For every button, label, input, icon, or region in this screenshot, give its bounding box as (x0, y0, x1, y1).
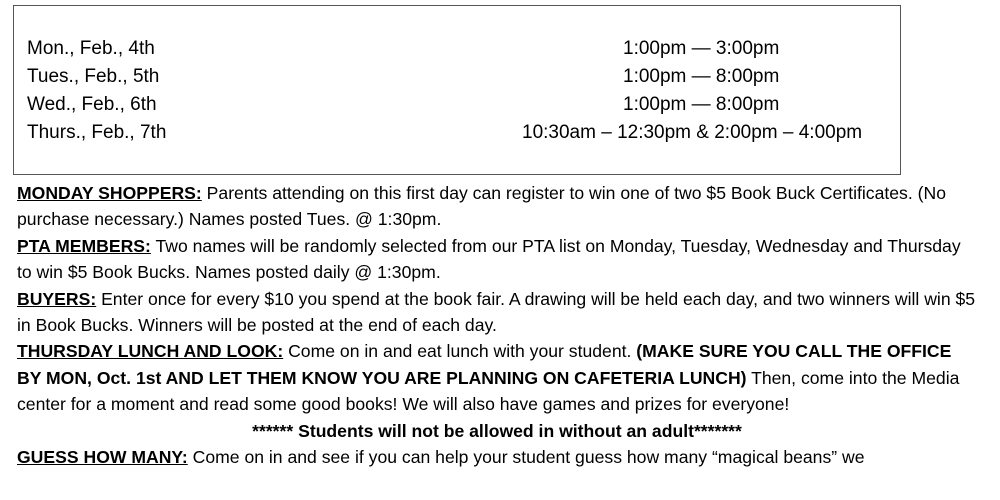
schedule-day: Thurs., Feb., 7th (27, 122, 167, 143)
schedule-time: 1:00pm — 8:00pm (623, 94, 780, 115)
schedule-day: Mon., Feb., 4th (27, 38, 155, 59)
pta-members-section (17, 233, 977, 286)
monday-shoppers-section (17, 180, 977, 233)
section-emphasis: (MAKE SURE YOU CALL THE OFFICE BY MON, Oct. 1st AND LET THEM KNOW YOU ARE PLANNING ON CAFETERIA LUNCH) (17, 341, 952, 388)
section-text: Parents attending on this first day can register to win one of two $5 Book Buck Certificates. (No purchase necessary.) Names posted Tues. @ 1:30pm. (17, 183, 946, 230)
schedule-day: Wed., Feb., 6th (27, 94, 157, 115)
section-text: Enter once for every $10 you spend at the book fair. A drawing will be held each day, and two winners will win $5 in Book Bucks. Winners will be posted at the end of each day. (17, 288, 976, 336)
adult-required-notice: ****** Students will not be allowed in without an adult******* (252, 420, 742, 441)
thursday-lunch-section (17, 338, 977, 417)
schedule-row-thursday (27, 119, 902, 147)
section-text: Come on in and see if you can help your student guess how many “magical beans” we (187, 447, 865, 468)
guess-how-many-section (17, 444, 977, 470)
section-label: GUESS HOW MANY: (17, 447, 188, 468)
schedule-row-wednesday (27, 91, 902, 119)
schedule-day: Tues., Feb., 5th (27, 66, 160, 87)
schedule-row-tuesday (27, 63, 902, 91)
schedule-time: 1:00pm — 3:00pm (623, 38, 780, 59)
schedule-row-monday (27, 35, 902, 63)
buyers-section (17, 286, 977, 339)
section-text: Come on in and eat lunch with your student. (283, 341, 637, 362)
section-label: THURSDAY LUNCH AND LOOK: (17, 341, 284, 362)
section-text: Then, come into the Media center for a moment and read some good books! We will also have games and prizes for everyone! (17, 367, 960, 415)
schedule-time: 10:30am – 12:30pm & 2:00pm – 4:00pm (522, 122, 863, 143)
schedule-box (13, 5, 901, 175)
schedule-time: 1:00pm — 8:00pm (623, 66, 780, 87)
section-label: PTA MEMBERS: (17, 235, 151, 256)
event-details (17, 180, 977, 470)
section-label: BUYERS: (17, 288, 97, 309)
section-label: MONDAY SHOPPERS: (17, 183, 202, 203)
section-text: Two names will be randomly selected from our PTA list on Monday, Tuesday, Wednesday and Thursday to win $5 Book Bucks. Names posted daily @ 1:30pm. (17, 235, 961, 283)
